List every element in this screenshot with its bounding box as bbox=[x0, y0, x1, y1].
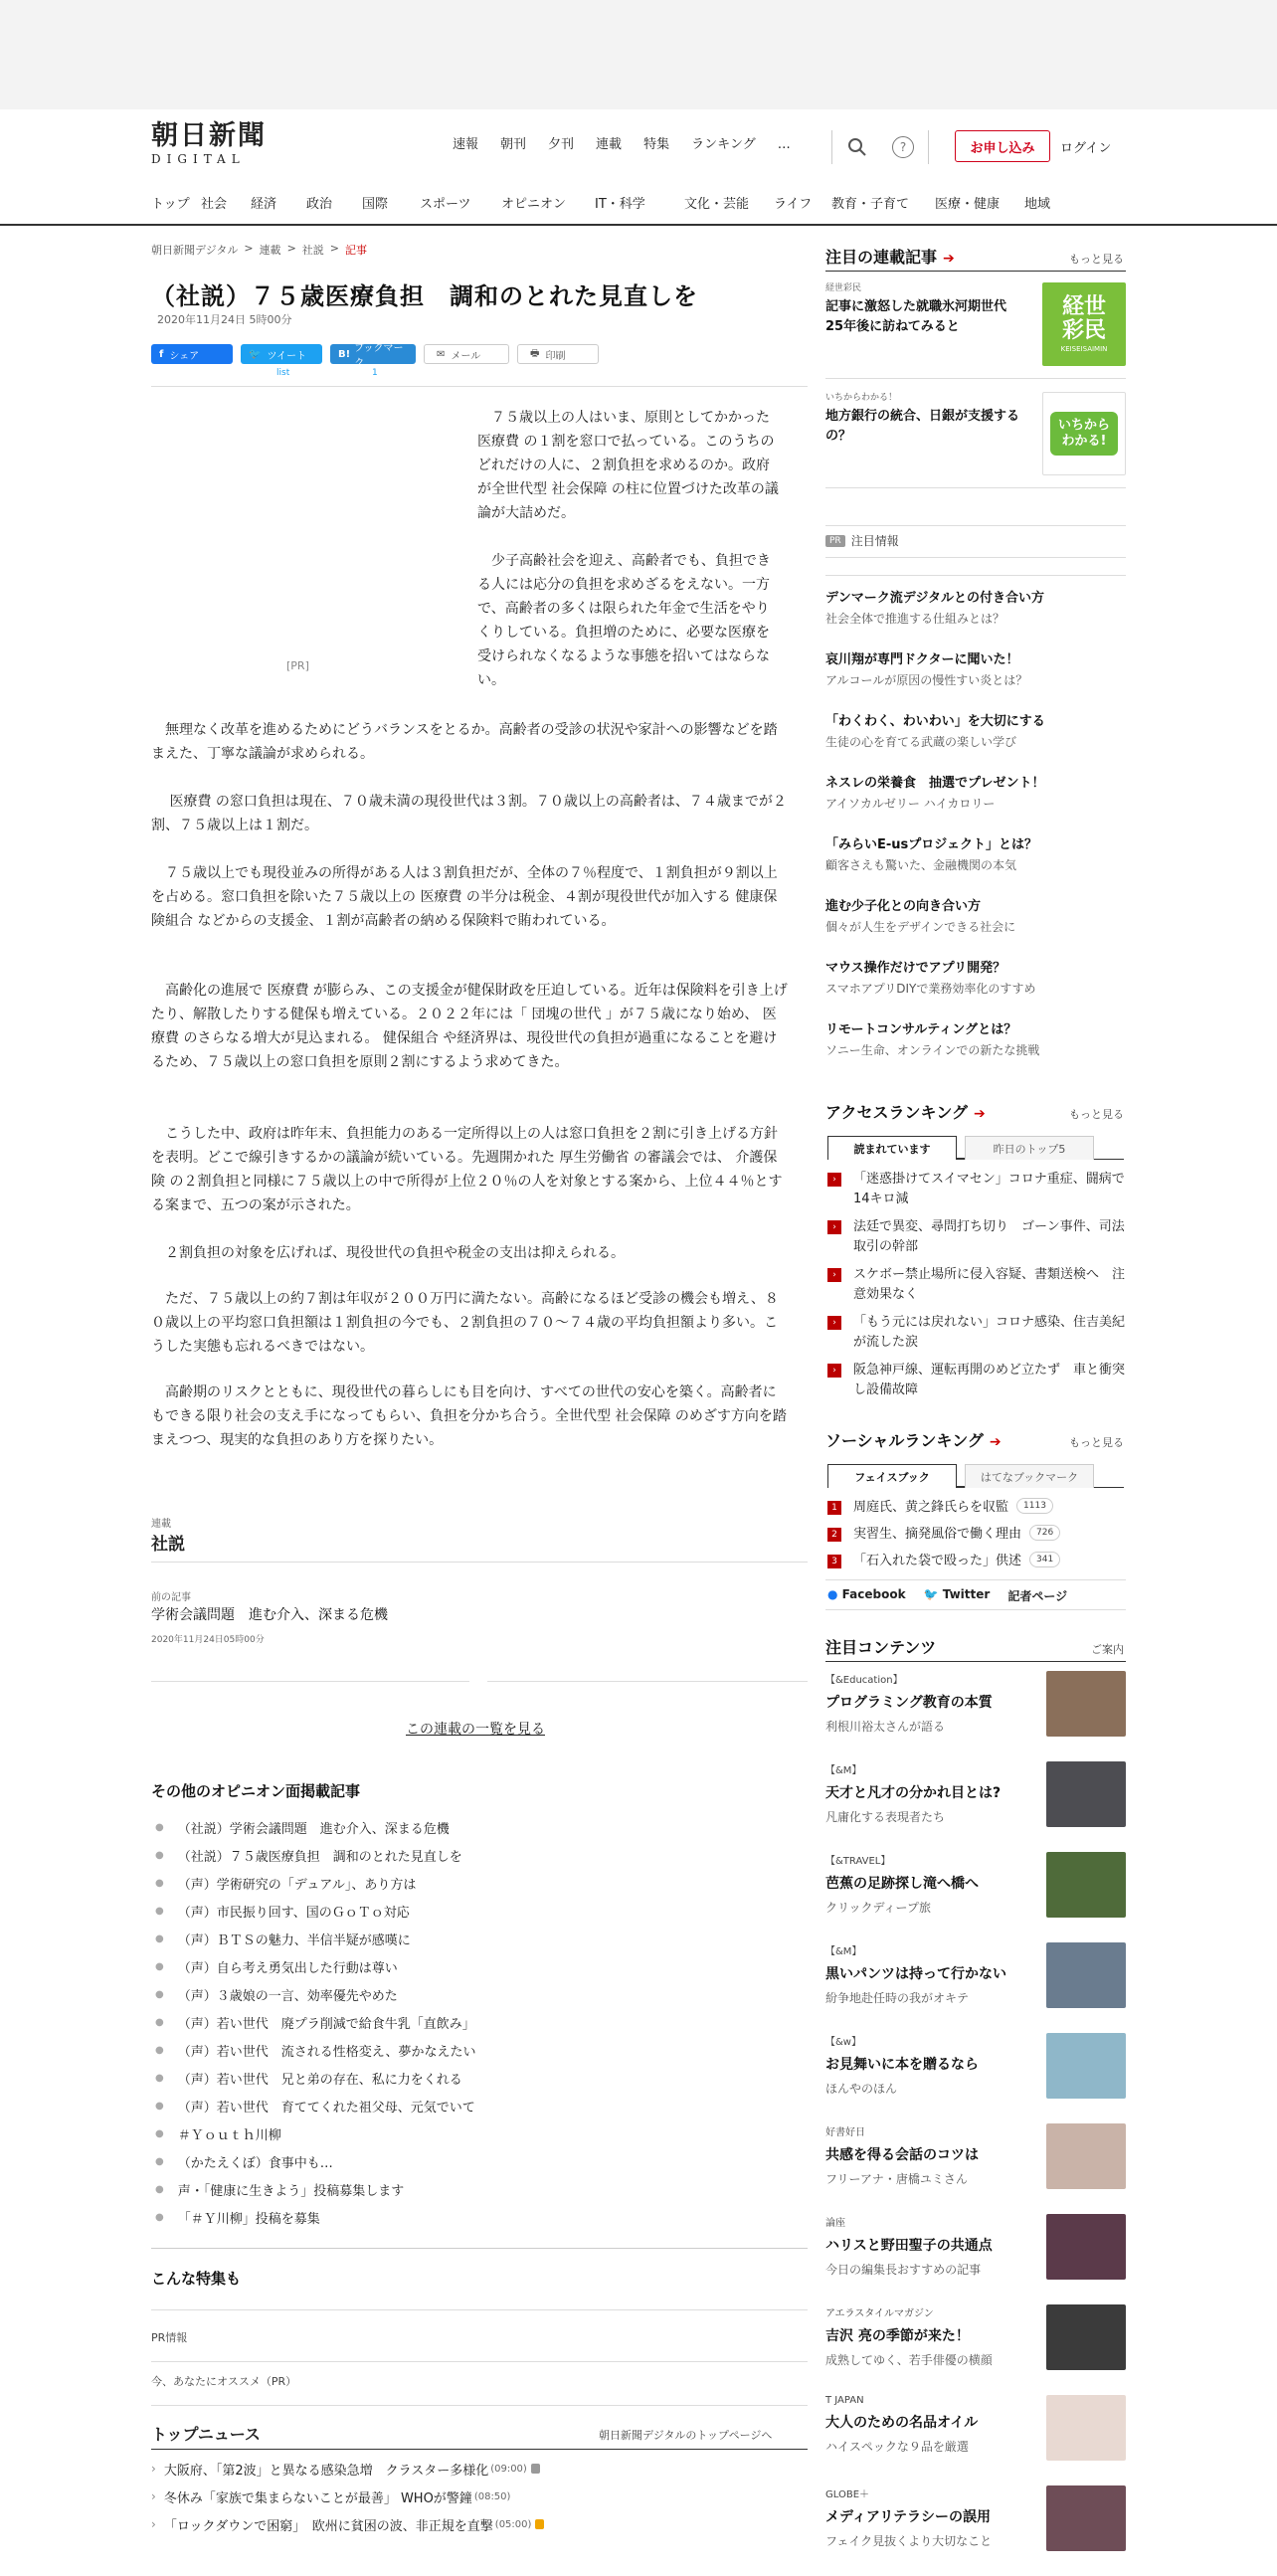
cat-local[interactable]: 地域 bbox=[1024, 197, 1051, 212]
access-tabs bbox=[827, 1136, 1124, 1160]
hatena-count[interactable]: 1 bbox=[372, 368, 378, 378]
article-paragraph: ２割負担の対象を広げれば、現役世代の負担や税金の支出は抑えられる。 bbox=[151, 1245, 625, 1261]
cat-society[interactable]: 社会 bbox=[201, 197, 228, 212]
featured-headline[interactable]: 記事に激怒した就職氷河期世代 25年後に訪ねてみると bbox=[825, 299, 1020, 334]
prev-article-label: 前の記事 bbox=[151, 1592, 191, 1603]
twitter-icon: 🐦 bbox=[923, 1587, 939, 1601]
divider bbox=[831, 130, 832, 164]
crumb-series[interactable]: 連載 bbox=[259, 244, 281, 257]
list-item[interactable]: 進む少子化との向き合い方 個々が人生をデザインできる社会に bbox=[825, 899, 1016, 934]
divider bbox=[151, 2449, 808, 2450]
apply-button[interactable]: お申し込み bbox=[955, 130, 1050, 162]
tab-hatena[interactable]: はてなブックマーク bbox=[965, 1464, 1094, 1488]
pr-list bbox=[825, 587, 1124, 1080]
social-ranking-title: ソーシャルランキング bbox=[825, 1431, 984, 1450]
divider bbox=[151, 1562, 808, 1563]
pr-badge: PR bbox=[825, 535, 845, 547]
print-button[interactable]: 🖶 印刷 bbox=[517, 344, 599, 364]
crumb-current: 記事 bbox=[345, 244, 367, 257]
twitter-link[interactable]: 🐦 Twitter bbox=[923, 1587, 991, 1601]
divider bbox=[151, 2361, 808, 2362]
divider bbox=[825, 378, 1126, 379]
social-ranking-list bbox=[827, 1498, 1126, 1578]
cat-it-science[interactable]: IT・科学 bbox=[595, 197, 645, 212]
article-paragraph: ７５歳以上でも現役並みの所得がある人は３割負担だが、全体の７％程度で、１割負担が９割以上を占める。窓口負担を除いた７５歳以上の 医療費 の半分は税金、４割が現役世代が加入する 健康保険組合 などからの支援金、１割が高齢者の納める保険料で賄われている。 bbox=[151, 865, 778, 929]
topnav-evening[interactable]: 夕刊 bbox=[548, 137, 575, 152]
list-item[interactable]: 3 「石入れた袋で殴った」供述 341 bbox=[827, 1552, 1126, 1578]
ad-label: [PR] bbox=[286, 659, 309, 672]
article-date: 2020年11月24日 5時00分 bbox=[157, 313, 292, 326]
article-paragraph: 高齢期のリスクとともに、現役世代の暮らしにも目を向け、すべての世代の安心を築く。高齢者にもできる限り社会の支え手になってもらい、負担を分かち合う。全世代型 社会保障 のめざす方向を踏まえつつ、現実的な負担のあり方を探りたい。 bbox=[151, 1384, 787, 1448]
prev-article-date: 2020年11月24日05時00分 bbox=[151, 1635, 265, 1645]
series-label: 連載 bbox=[151, 1519, 171, 1530]
article-title: （社説）７５歳医療負担 調和のとれた見直しを bbox=[151, 282, 698, 310]
list-item[interactable]: › 冬休み「家族で集まらないことが最善」 WHOが警鐘 (08:50) bbox=[151, 2489, 511, 2506]
article-paragraph: 高齢化の進展で 医療費 が膨らみ、この支援金が健保財政を圧迫している。近年は保険料を引き上げたり、解散したりする健保も増えている。２０２２年には「 団塊の世代 」が７５歳になり始め、 医療費 のさらなる増大が見込まれる。 健保組合 や経済界は、現役世代の負担が過重になることを避けるため、７５歳以上の窓口負担を原則２割にするよう求めてきた。 bbox=[151, 983, 788, 1070]
article-paragraph: 少子高齢社会を迎え、高齢者でも、負担できる人には応分の負担を求めざるをえない。一方で、高齢者の多くは限られた年金で生活をやりくりしている。負担増のために、必要な医療を受けられなくなるような事態を招いてはならない。 bbox=[477, 553, 771, 688]
article-paragraph: こうした中、政府は昨年末、負担能力のある一定所得以上の人は窓口負担を２割に引き上げる方針を表明。どこで線引きするかの議論が続いている。先週開かれた 厚生労働省 の審議会では、 介護保険 の２割負担と同様に７５歳以上の中で所得が上位２０％の人を対象とする案から、上位４４％とする案まで、五つの案が示された。 bbox=[151, 1126, 783, 1213]
breadcrumb: 朝日新聞デジタル > 連載 > 社説 > 記事 bbox=[151, 242, 367, 257]
featured-more-link[interactable]: もっと見る bbox=[1069, 253, 1124, 266]
top-news-list bbox=[151, 2455, 808, 2538]
series-name[interactable]: 社説 bbox=[151, 1535, 185, 1555]
list-item[interactable]: › スケボー禁止場所に侵入容疑、書類送検へ 注意効果なく bbox=[827, 1265, 1126, 1313]
list-item[interactable]: ● （声）市民振り回す、国のＧｏＴｏ対応 bbox=[155, 1905, 410, 1921]
prev-article-link[interactable]: 学術会議問題 進む介入、深まる危機 bbox=[151, 1607, 388, 1623]
topnav-series[interactable]: 連載 bbox=[596, 137, 623, 152]
content-photo[interactable] bbox=[1046, 1671, 1126, 1737]
list-item[interactable]: 「わくわく、わいわい」を大切にする 生徒の心を育てる武蔵の楽しい学び bbox=[825, 714, 1045, 749]
divider bbox=[151, 2309, 808, 2310]
header-icons bbox=[818, 130, 943, 164]
divider bbox=[151, 1681, 469, 1682]
tab-read[interactable]: 読まれています bbox=[827, 1136, 957, 1160]
arrow-right-icon: ➔ bbox=[974, 1106, 986, 1122]
mail-icon: ✉ bbox=[437, 348, 446, 360]
content-photo[interactable] bbox=[1046, 2033, 1126, 2099]
content-photo[interactable] bbox=[1046, 2123, 1126, 2189]
crumb-home[interactable]: 朝日新聞デジタル bbox=[151, 244, 239, 257]
divider bbox=[825, 1661, 1126, 1662]
access-more-link[interactable]: もっと見る bbox=[1069, 1108, 1124, 1121]
content-item[interactable]: 【&TRAVEL】 芭蕉の足跡探し滝へ橋へ クリックディープ旅 bbox=[825, 1852, 1126, 1942]
article-paragraph: 無理なく改革を進めるためにどうバランスをとるか。高齢者の受診の状況や家計への影響などを踏まえた、丁寧な議論が求められる。 bbox=[151, 722, 778, 762]
twitter-share-button[interactable]: 🐦 ツイート bbox=[241, 344, 322, 364]
pr-info-label: PR情報 bbox=[151, 2331, 188, 2344]
opinion-list bbox=[151, 1813, 788, 2231]
list-item[interactable]: ● （かたえくぼ）食事中も… bbox=[155, 2155, 333, 2171]
logo-main-text: 朝日新聞 bbox=[151, 120, 267, 151]
social-links bbox=[827, 1587, 1067, 1604]
features-title: こんな特集も bbox=[151, 2270, 242, 2288]
access-ranking-title: アクセスランキング bbox=[825, 1103, 969, 1122]
search-icon[interactable] bbox=[846, 136, 868, 158]
list-item[interactable]: › 「迷惑掛けてスイマセン」コロナ重症、闘病で14キロ減 bbox=[827, 1170, 1126, 1217]
featured-kicker: 経世彩民 bbox=[825, 283, 862, 293]
opinion-section-title: その他のオピニオン面掲載記事 bbox=[151, 1782, 361, 1800]
login-link[interactable]: ログイン bbox=[1060, 141, 1112, 156]
list-item[interactable]: › 法廷で異変、尋問打ち切り ゴーン事件、司法取引の幹部 bbox=[827, 1217, 1126, 1265]
chevron-right-icon: › bbox=[827, 1220, 841, 1234]
lock-icon bbox=[535, 2519, 544, 2529]
content-item[interactable]: 好書好日 共感を得る会話のコツは フリーアナ・唐橋ユミさん bbox=[825, 2123, 1126, 2214]
list-item[interactable]: ● 声・「健康に生きよう」投稿募集します bbox=[155, 2183, 405, 2199]
tab-yesterday-top5[interactable]: 昨日のトップ5 bbox=[965, 1136, 1094, 1160]
access-ranking-header bbox=[825, 1100, 1124, 1123]
top-banner-area bbox=[0, 0, 1277, 109]
list-item[interactable]: › 阪急神戸線、運転再開のめど立たず 車と衝突し設備故障 bbox=[827, 1361, 1126, 1408]
facebook-icon: f bbox=[159, 348, 164, 360]
divider bbox=[151, 386, 808, 387]
list-item[interactable]: ● （声）若い世代 育ててくれた祖父母、元気でいて bbox=[155, 2100, 475, 2116]
list-item[interactable]: ● （声）学術研究の「デュアル」、あり方は bbox=[155, 1877, 417, 1893]
social-more-link[interactable]: もっと見る bbox=[1069, 1436, 1124, 1449]
cat-culture[interactable]: 文化・芸能 bbox=[684, 197, 750, 212]
list-item[interactable]: ● （社説）７５歳医療負担 調和のとれた見直しを bbox=[155, 1849, 462, 1865]
chevron-right-icon: › bbox=[827, 1173, 841, 1187]
lock-icon bbox=[531, 2464, 540, 2474]
access-ranking-list bbox=[827, 1170, 1126, 1408]
content-item[interactable]: 【&w】 お見舞いに本を贈るなら ほんやのほん bbox=[825, 2033, 1126, 2123]
chevron-right-icon: › bbox=[827, 1268, 841, 1282]
divider bbox=[825, 525, 1126, 526]
content-item[interactable]: 【&M】 黒いパンツは持って行かない 紛争地赴任時の我がオキテ bbox=[825, 1942, 1126, 2033]
thumb-text: 経世彩民 bbox=[1061, 294, 1106, 343]
content-photo[interactable] bbox=[1046, 2214, 1126, 2280]
list-item[interactable]: 2 実習生、摘発風俗で働く理由 726 bbox=[827, 1525, 1126, 1552]
list-item[interactable]: 哀川翔が専門ドクターに聞いた！ アルコールが原因の慢性すい炎とは？ bbox=[825, 652, 1028, 687]
list-item[interactable]: 「みらいE-usプロジェクト」とは？ 顧客さえも驚いた、金融機関の本気 bbox=[825, 837, 1038, 872]
recommend-label: 今、あなたにオススメ（PR） bbox=[151, 2375, 297, 2388]
divider bbox=[928, 130, 929, 164]
divider bbox=[151, 2248, 808, 2249]
featured-kicker: いちからわかる！ bbox=[825, 393, 898, 403]
featured-series-title: 注目の連載記事 bbox=[825, 248, 938, 267]
content-header bbox=[825, 1635, 1124, 1658]
cat-politics[interactable]: 政治 bbox=[306, 197, 333, 212]
twitter-count[interactable]: list bbox=[276, 368, 290, 378]
mail-button[interactable]: ✉ メール bbox=[424, 344, 509, 364]
list-item[interactable]: ● （声）３歳娘の一言、効率優先やめた bbox=[155, 1988, 398, 2004]
cat-economy[interactable]: 経済 bbox=[251, 197, 277, 212]
social-ranking-header bbox=[825, 1428, 1124, 1451]
content-item[interactable]: GLOBE＋ メディアリテラシーの誤用 フェイク見抜くより大切なこと bbox=[825, 2485, 1126, 2576]
list-item[interactable]: ● （声）自ら考え勇気出した行動は尊い bbox=[155, 1960, 398, 1976]
pr-title: 注目情報 bbox=[850, 534, 899, 548]
facebook-share-button[interactable]: f シェア bbox=[151, 344, 233, 364]
list-item[interactable]: マウス操作だけでアプリ開発？ スマホアプリDIYで業務効率化のすすめ bbox=[825, 961, 1036, 996]
featured-thumbnail[interactable] bbox=[1042, 392, 1126, 475]
list-item[interactable]: › 「もう元には戻れない」コロナ感染、住吉美紀が流した涙 bbox=[827, 1313, 1126, 1361]
ad-slot[interactable] bbox=[151, 398, 450, 696]
featured-headline[interactable]: 地方銀行の統合、日銀が支援するの？ bbox=[825, 409, 1020, 444]
featured-series-header bbox=[825, 245, 1124, 268]
twitter-icon: 🐦 bbox=[249, 348, 262, 360]
list-item[interactable]: リモートコンサルティングとは？ ソニー生命、オンラインでの新たな挑戦 bbox=[825, 1022, 1040, 1057]
cat-top[interactable]: トップ bbox=[151, 197, 190, 212]
divider bbox=[825, 487, 1126, 488]
list-item[interactable]: ● （声）若い世代 廃プラ削減で給食牛乳「直飲み」 bbox=[155, 2016, 475, 2032]
list-item[interactable]: ● ＃Ｙｏｕｔｈ川柳 bbox=[155, 2127, 281, 2143]
thumb-sub: KEISEISAIMIN bbox=[1060, 345, 1108, 353]
topnav-breaking[interactable]: 速報 bbox=[453, 137, 479, 152]
content-guide-link[interactable]: ご案内 bbox=[1091, 1643, 1124, 1656]
crumb-editorial[interactable]: 社説 bbox=[301, 244, 324, 257]
chevron-right-icon: › bbox=[827, 1364, 841, 1378]
content-item[interactable]: T JAPAN 大人のための名品オイル ハイスペックな９品を厳選 bbox=[825, 2395, 1126, 2485]
topnav-ranking[interactable]: ランキング bbox=[691, 137, 756, 152]
divider bbox=[825, 575, 1126, 576]
cat-education[interactable]: 教育・子育て bbox=[831, 197, 910, 212]
list-item[interactable]: ● （社説）学術会議問題 進む介入、深まる危機 bbox=[155, 1821, 450, 1837]
divider bbox=[487, 1681, 808, 1682]
cat-international[interactable]: 国際 bbox=[362, 197, 389, 212]
divider bbox=[825, 1579, 1126, 1580]
content-photo[interactable] bbox=[1046, 1852, 1126, 1918]
social-tabs bbox=[827, 1464, 1124, 1488]
site-logo[interactable] bbox=[151, 121, 280, 171]
divider bbox=[825, 1609, 1126, 1610]
facebook-link[interactable]: ● Facebook bbox=[827, 1587, 906, 1601]
content-photo[interactable] bbox=[1046, 2395, 1126, 2461]
content-list bbox=[825, 1671, 1126, 2576]
pr-header bbox=[825, 532, 899, 549]
chevron-right-icon: › bbox=[827, 1316, 841, 1330]
topnav-morning[interactable]: 朝刊 bbox=[500, 137, 527, 152]
content-item[interactable]: アエラスタイルマガジン 吉沢 亮の季節が来た！ 成熟してゆく、若手俳優の横顔 bbox=[825, 2304, 1126, 2395]
series-list-link[interactable]: この連載の一覧を見る bbox=[406, 1722, 545, 1738]
tab-facebook[interactable]: フェイスブック bbox=[827, 1464, 957, 1488]
content-photo[interactable] bbox=[1046, 1761, 1126, 1827]
list-item[interactable]: ● （声）若い世代 流される性格変え、夢かなえたい bbox=[155, 2044, 476, 2060]
content-photo[interactable] bbox=[1046, 2485, 1126, 2551]
list-item[interactable]: › 大阪府、「第2波」と異なる感染急増 クラスター多様化 (09:00) bbox=[151, 2455, 808, 2483]
arrow-right-icon: ➔ bbox=[943, 251, 955, 267]
content-item[interactable]: 論座 ハリスと野田聖子の共通点 今日の編集長おすすめの記事 bbox=[825, 2214, 1126, 2304]
thumb-text: いちから わかる! bbox=[1050, 412, 1118, 456]
content-item[interactable]: 【&M】 天才と凡才の分かれ目とは? 凡庸化する表現者たち bbox=[825, 1761, 1126, 1852]
article-paragraph: 医療費 の窓口負担は現在、７０歳未満の現役世代は３割。７０歳以上の高齢者は、７４歳までが２割、７５歳以上は１割だ。 bbox=[151, 794, 787, 833]
content-item[interactable]: 【&Education】 プログラミング教育の本質 利根川裕太さんが語る bbox=[825, 1671, 1126, 1761]
content-photo[interactable] bbox=[1046, 1942, 1126, 2008]
more-menu-icon[interactable]: … bbox=[777, 137, 791, 152]
list-item[interactable]: デンマーク流デジタルとの付き合い方 社会全体で推進する仕組みとは？ bbox=[825, 591, 1044, 626]
article-paragraph: ７５歳以上の人はいま、原則としてかかった 医療費 の１割を窓口で払っている。このうちのどれだけの人に、２割負担を求めるのか。政府が全世代型 社会保障 の柱に位置づけた改革の議論が大詰めだ。 bbox=[477, 410, 779, 521]
cat-sports[interactable]: スポーツ bbox=[420, 197, 471, 212]
top-page-link[interactable]: 朝日新聞デジタルのトップページへ bbox=[599, 2429, 773, 2442]
content-title: 注目コンテンツ bbox=[825, 1638, 937, 1657]
hatena-icon: B! bbox=[338, 348, 351, 360]
top-news-title: トップニュース bbox=[151, 2425, 261, 2444]
hatena-bookmark-button[interactable]: B! ブックマーク bbox=[330, 344, 416, 364]
arrow-right-icon: ➔ bbox=[989, 1434, 1002, 1450]
logo-sub-text: DIGITAL bbox=[151, 152, 246, 166]
help-icon[interactable]: ? bbox=[892, 136, 914, 158]
divider bbox=[825, 271, 1126, 272]
list-item[interactable]: ● （声）ＢＴＳの魅力、半信半疑が感嘆に bbox=[155, 1932, 411, 1948]
cat-life[interactable]: ライフ bbox=[774, 197, 813, 212]
article-paragraph: ただ、７５歳以上の約７割は年収が２００万円に満たない。高齢になるほど受診の機会も増え、８０歳以上の平均窓口負担額は１割負担の今でも、２割負担の７０～７４歳の平均負担額より多い。こうした実態も忘れるべきではない。 bbox=[151, 1291, 779, 1355]
cat-medical[interactable]: 医療・健康 bbox=[935, 197, 1001, 212]
list-item[interactable]: ● （声）若い世代 兄と弟の存在、私に力をくれる bbox=[155, 2072, 462, 2088]
list-item[interactable]: ネスレの栄養食 抽選でプレゼント！ アイソカルゼリー ハイカロリー bbox=[825, 776, 1045, 811]
share-bar bbox=[151, 343, 599, 369]
cat-opinion[interactable]: オピニオン bbox=[501, 197, 567, 212]
divider bbox=[151, 2405, 808, 2406]
content-photo[interactable] bbox=[1046, 2304, 1126, 2370]
category-nav bbox=[151, 195, 1064, 215]
topnav-special[interactable]: 特集 bbox=[643, 137, 670, 152]
list-item[interactable]: ● 「＃Ｙ川柳」投稿を募集 bbox=[155, 2211, 320, 2227]
top-nav bbox=[453, 135, 813, 155]
facebook-icon: ● bbox=[827, 1587, 838, 1601]
featured-thumbnail[interactable] bbox=[1042, 282, 1126, 366]
list-item[interactable]: › 「ロックダウンで困窮」 欧州に貧困の波、非正規を直撃 (05:00) bbox=[151, 2510, 808, 2538]
reporter-page-link[interactable]: 記者ページ bbox=[1007, 1589, 1068, 1603]
list-item[interactable]: 1 周庭氏、黄之鋒氏らを収監 1113 bbox=[827, 1498, 1126, 1525]
divider bbox=[825, 557, 1126, 558]
print-icon: 🖶 bbox=[530, 347, 540, 359]
